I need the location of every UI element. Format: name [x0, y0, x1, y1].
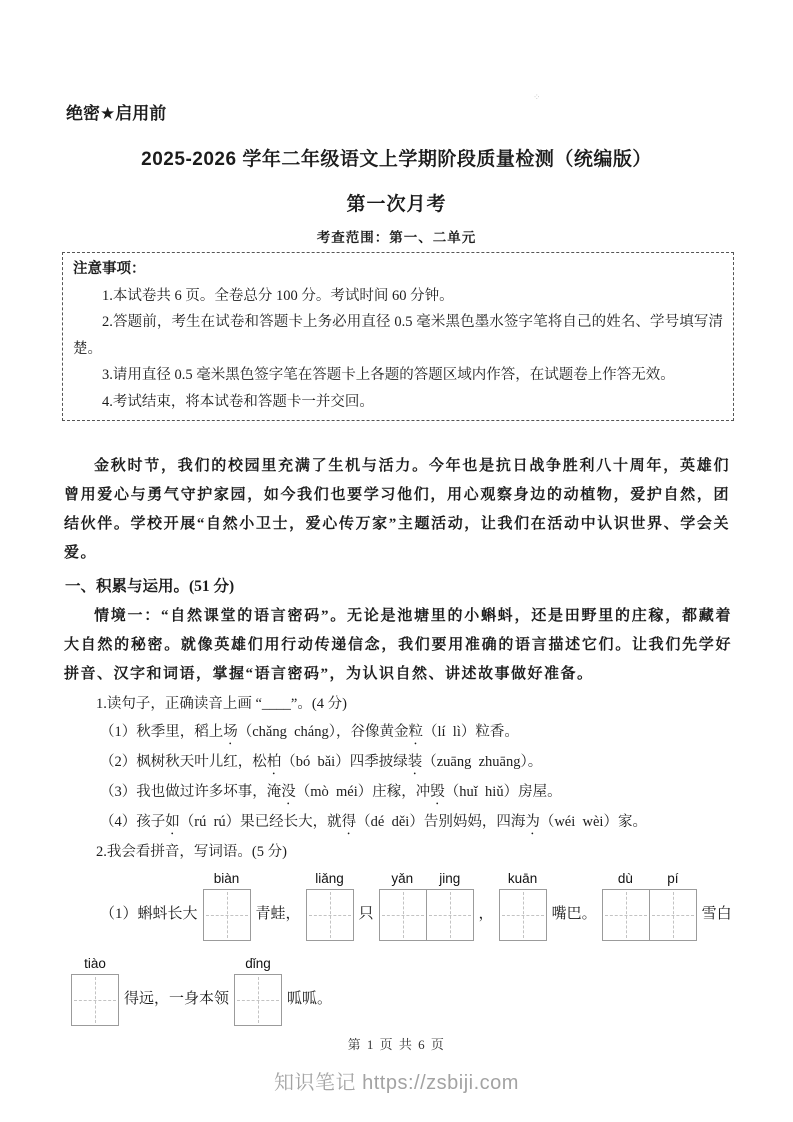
watermark: 知识笔记 https://zsbiji.com — [274, 1072, 519, 1094]
emphasized-char: 柏 — [266, 754, 282, 771]
writing-grid-cell — [234, 974, 282, 1026]
question1-item: （1）秋季里，稻上场（chǎng cháng），谷像黄金粒（lí lì）粒香。 — [100, 724, 519, 741]
section-one-heading: 一、积累与运用。(51 分) — [65, 578, 235, 595]
pinyin-label: jing — [439, 871, 461, 887]
exam-subtitle: 第一次月考 — [346, 194, 447, 215]
scenario-one-paragraph: 情境一：“自然课堂的语言密码”。无论是池塘里的小蝌蚪，还是田野里的庄稼，都藏着大自然的秘密。就像英雄们用行动传递信念，我们要用准确的语言描述它们。让我们先学好拼音、汉字和词语，掌握“语言密码”，为认识自然、讲述故事做好准备。 — [64, 608, 732, 682]
notice-item: 4.考试结束，将本试卷和答题卡一并交回。 — [102, 393, 374, 410]
fill-line-text: 只 — [358, 906, 374, 923]
writing-grid-cell — [71, 974, 119, 1026]
writing-grid-cell — [602, 889, 650, 941]
emphasized-char: 场 — [223, 724, 238, 741]
pinyin-label: tiào — [84, 956, 106, 972]
question2-fill-line-1 — [100, 870, 736, 941]
writing-grid-cell — [426, 889, 474, 941]
pinyin-label: kuān — [507, 871, 538, 887]
fill-line-text: 得远，一身本领 — [124, 991, 230, 1008]
pinyin-label: pí — [667, 871, 679, 887]
writing-grid-group — [71, 955, 119, 1026]
pinyin-label: yǎn — [391, 871, 414, 887]
page-indicator: 第 1 页 共 6 页 — [347, 1037, 446, 1052]
question1-stem: 1.读句子，正确读音上画 “____”。(4 分) — [96, 696, 347, 712]
fill-line-text: 呱呱。 — [287, 991, 333, 1008]
fill-line-text: 雪白 — [701, 906, 732, 923]
writing-grid-group — [379, 870, 474, 941]
notice-item: 2.答题前，考生在试卷和答题卡上务必用直径 0.5 毫米黑色墨水签字笔将自己的姓名、学号填写清楚。 — [73, 314, 723, 357]
pinyin-label: dǐng — [245, 956, 271, 972]
writing-grid-cell — [306, 889, 354, 941]
notice-item: 3.请用直径 0.5 毫米黑色签字笔在答题卡上各题的答题区域内作答，在试题卷上作答无效。 — [102, 367, 675, 383]
pinyin-label: dù — [617, 871, 633, 887]
notice-heading: 注意事项： — [73, 261, 146, 277]
question1-item: （2）枫树秋天叶儿红，松柏（bó bǎi）四季披绿装（zuāng zhuāng）。 — [100, 754, 543, 771]
writing-grid-cell — [649, 889, 697, 941]
pinyin-label: biàn — [213, 871, 240, 887]
question2-fill-line-2 — [66, 955, 736, 1026]
emphasized-char: 为 — [525, 814, 540, 831]
emphasized-char: 毁 — [430, 784, 445, 801]
writing-grid-group — [203, 870, 251, 941]
emphasized-char: 没 — [281, 784, 296, 801]
question1-item: （4）孩子如（rú rú）果已经长大，就得（dé děi）告别妈妈，四海为（wéi wèi）家。 — [100, 814, 647, 831]
emphasized-char: 粒 — [408, 724, 423, 741]
pinyin-label: liǎng — [315, 871, 344, 887]
emphasized-char: 得 — [341, 814, 357, 831]
writing-grid-group — [499, 870, 547, 941]
writing-grid-cell — [379, 889, 427, 941]
writing-grid-group — [602, 870, 697, 941]
question2-stem: 2.我会看拼音，写词语。(5 分) — [96, 844, 287, 861]
exam-title: 2025-2026 学年二年级语文上学期阶段质量检测（统编版） — [141, 149, 652, 170]
emphasized-char: 如 — [165, 814, 180, 831]
stray-mark: ⁘ — [533, 92, 542, 102]
fill-line-text: （1）蝌蚪长大 — [100, 906, 198, 923]
exam-scope: 考查范围：第一、二单元 — [316, 230, 477, 245]
fill-line-text: 嘴巴。 — [551, 906, 597, 923]
writing-grid-group — [306, 870, 354, 941]
intro-paragraph: 金秋时节，我们的校园里充满了生机与活力。今年也是抗日战争胜利八十周年，英雄们曾用爱心与勇气守护家园，如今我们也要学习他们，用心观察身边的动植物，爱护自然，团结伙伴。学校开展“自然小卫士，爱心传万家”主题活动，让我们在活动中认识世界、学会关爱。 — [64, 458, 730, 561]
questions-area — [64, 690, 736, 1026]
notice-box — [62, 252, 734, 421]
classification-label: 绝密★启用前 — [66, 104, 167, 123]
fill-line-text: 青蛙， — [255, 906, 301, 923]
notice-item: 1.本试卷共 6 页。全卷总分 100 分。考试时间 60 分钟。 — [102, 287, 454, 304]
question1-item: （3）我也做过许多坏事，淹没（mò méi）庄稼，冲毁（huǐ hiǔ）房屋。 — [100, 784, 562, 801]
writing-grid-group — [234, 955, 282, 1026]
writing-grid-cell — [203, 889, 251, 941]
fill-line-text: ， — [478, 906, 494, 923]
emphasized-char: 装 — [407, 754, 423, 771]
writing-grid-cell — [499, 889, 547, 941]
